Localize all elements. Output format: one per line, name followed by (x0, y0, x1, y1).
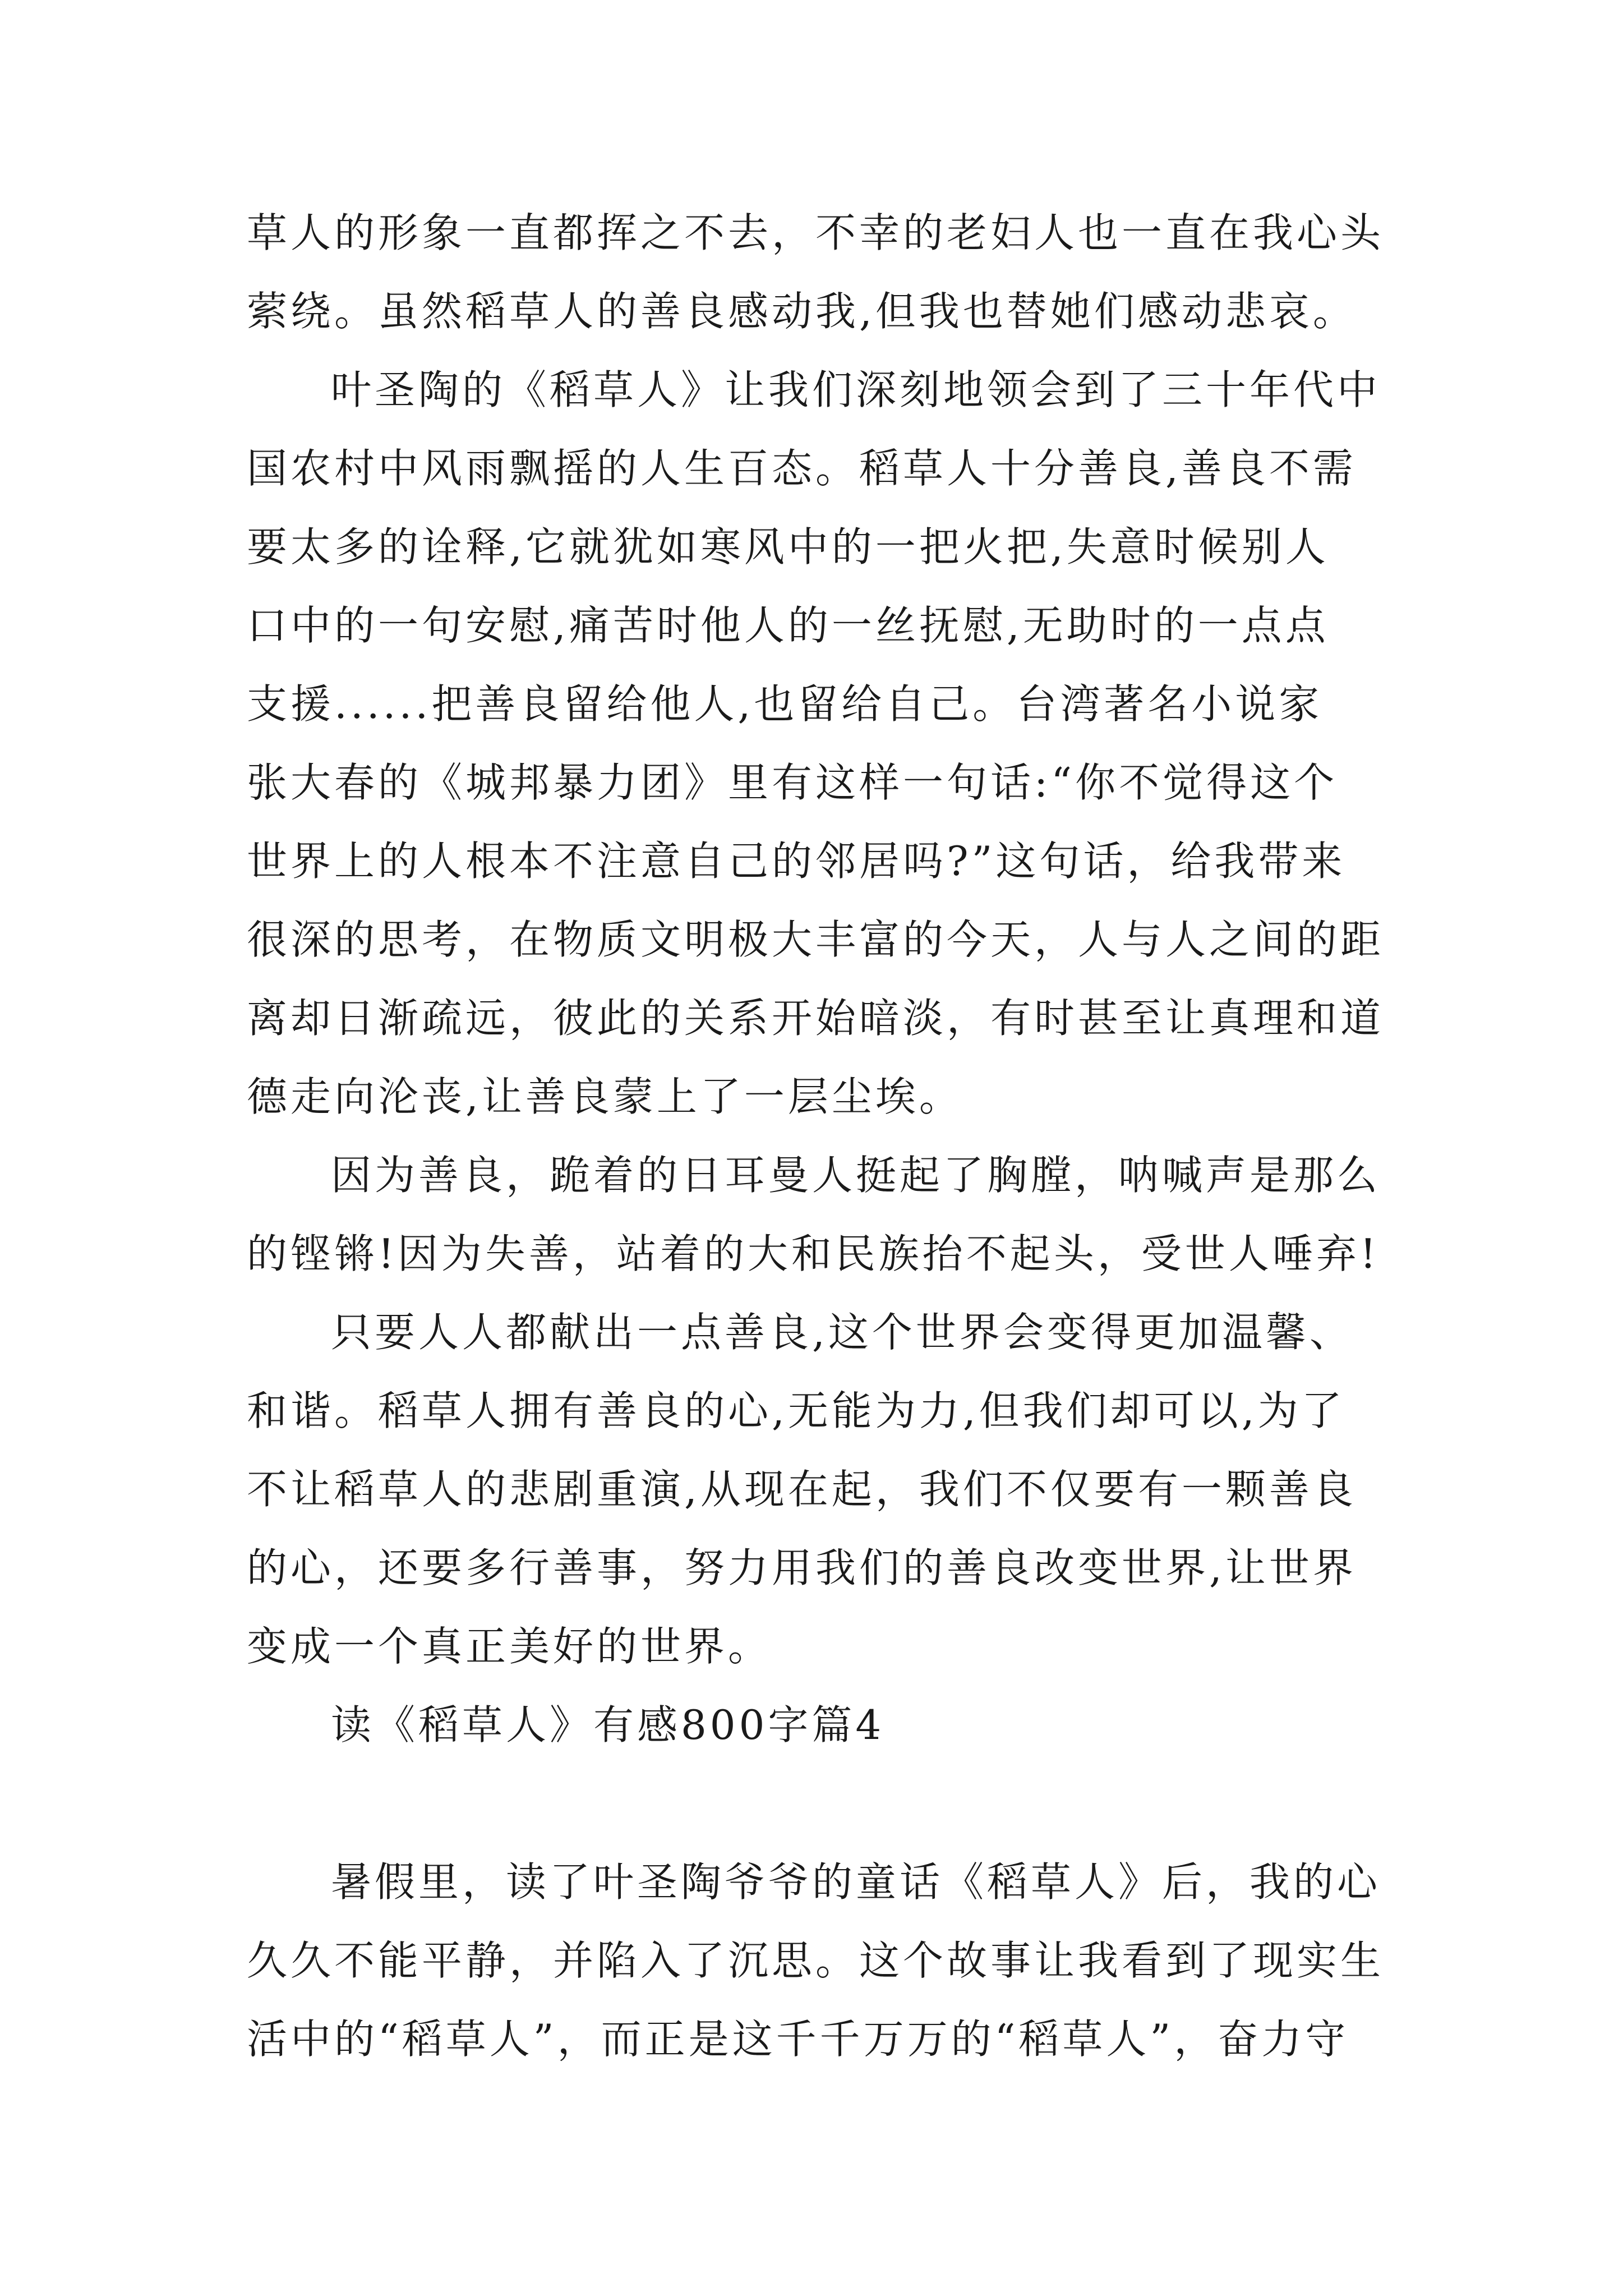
text-line: 德走向沦丧,让善良蒙上了一层尘埃。 (247, 1073, 963, 1120)
text-line: 世界上的人根本不注意自己的邻居吗?”这句话，给我带来 (247, 838, 1346, 885)
text-line: 口中的一句安慰,痛苦时他人的一丝抚慰,无助时的一点点 (247, 602, 1329, 649)
text-line: 变成一个真正美好的世界。 (247, 1623, 772, 1670)
paragraph-first-line: 叶圣陶的《稻草人》让我们深刻地领会到了三十年代中 (331, 366, 1381, 413)
text-line: 国农村中风雨飘摇的人生百态。稻草人十分善良,善良不需 (247, 445, 1357, 492)
text-line: 草人的形象一直都挥之不去，不幸的老妇人也一直在我心头 (247, 209, 1385, 256)
text-line: 张大春的《城邦暴力团》里有这样一句话:“你不觉得这个 (247, 759, 1338, 806)
section-heading: 读《稻草人》有感800字篇4 (331, 1701, 885, 1749)
paragraph-first-line: 只要人人都献出一点善良,这个世界会变得更加温馨、 (331, 1309, 1353, 1356)
text-line: 的铿锵!因为失善，站着的大和民族抬不起头，受世人唾弃! (247, 1230, 1380, 1277)
paragraph-first-line: 因为善良，跪着的日耳曼人挺起了胸膛，呐喊声是那么 (331, 1152, 1381, 1199)
text-line: 久久不能平静，并陷入了沉思。这个故事让我看到了现实生 (247, 1937, 1385, 1984)
text-line: 支援......把善良留给他人,也留给自己。台湾著名小说家 (247, 680, 1323, 728)
text-line: 活中的“稻草人”，而正是这千千万万的“稻草人”，奋力守 (247, 2016, 1349, 2063)
text-line: 离却日渐疏远，彼此的关系开始暗淡，有时甚至让真理和道 (247, 995, 1385, 1042)
text-line: 很深的思考，在物质文明极大丰富的今天，人与人之间的距 (247, 916, 1385, 963)
text-line: 的心，还要多行善事，努力用我们的善良改变世界,让世界 (247, 1544, 1357, 1591)
text-line: 不让稻草人的悲剧重演,从现在起，我们不仅要有一颗善良 (247, 1466, 1357, 1513)
text-line: 要太多的诠释,它就犹如寒风中的一把火把,失意时候别人 (247, 523, 1329, 570)
paragraph-first-line: 暑假里，读了叶圣陶爷爷的童话《稻草人》后，我的心 (331, 1858, 1381, 1906)
text-line: 萦绕。虽然稻草人的善良感动我,但我也替她们感动悲哀。 (247, 288, 1357, 335)
text-line: 和谐。稻草人拥有善良的心,无能为力,但我们却可以,为了 (247, 1387, 1345, 1434)
